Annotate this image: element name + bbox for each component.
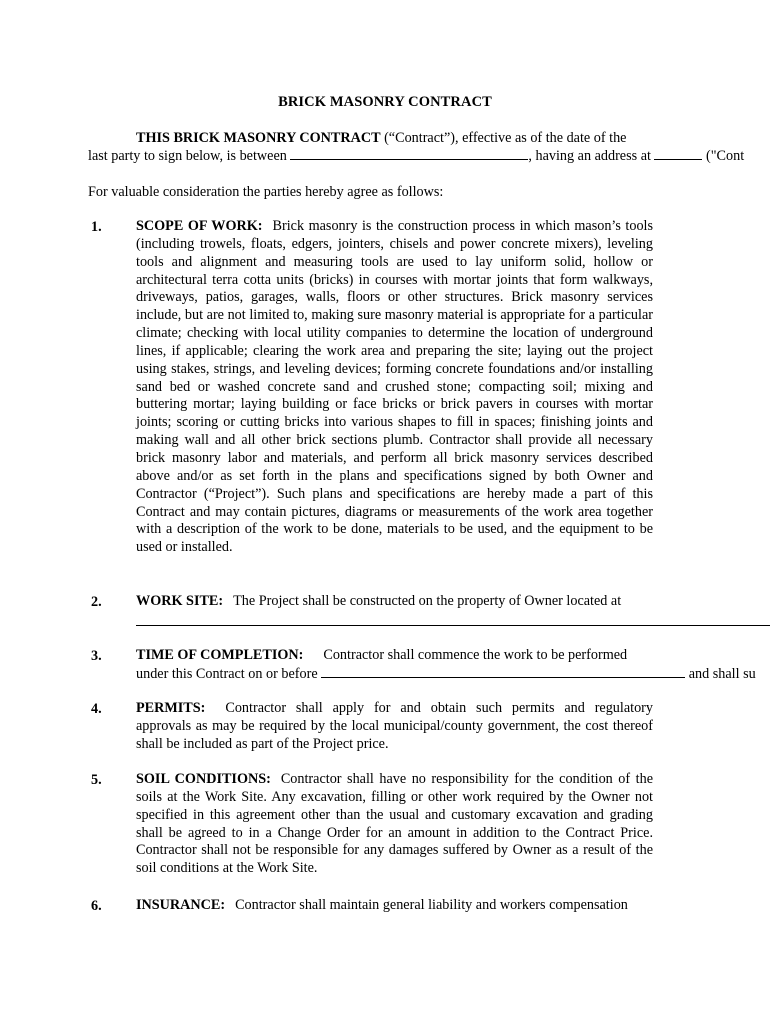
intro-bold-lead: THIS BRICK MASONRY CONTRACT [136,130,381,146]
section-2-text: The Project shall be constructed on the property of Owner located at [233,593,622,609]
section-6-heading: INSURANCE: [136,897,226,913]
section-3-text: Contractor shall commence the work to be performed [323,647,628,663]
consideration-line: For valuable consideration the parties hereby agree as follows: [88,184,444,200]
intro-line-1-rest: (“Contract”), effective as of the date of the [380,130,627,146]
section-4-paragraph [136,700,653,754]
section-3-line-2-start: under this Contract on or before [136,665,318,682]
section-5-heading: SOIL CONDITIONS: [136,771,271,787]
section-5-paragraph [136,771,653,878]
section-2-heading: WORK SITE: [136,593,224,609]
document-title: BRICK MASONRY CONTRACT [278,94,492,110]
section-2-paragraph [136,593,696,611]
section-5-text: Contractor shall have no responsibility for the condition of the soils at the Work Site. Any excavation, filling or other work required by the Owner not specified in this agreement other than the usual and customary excavation and grading shall be agreed to in a Change Order for an amount in addition to the Contract Price. Contractor shall not be responsible for any damages suffered by Owner as a result of the soil conditions at the Work Site. [136,771,653,877]
section-6-paragraph [136,897,653,915]
section-6-number: 6. [91,898,102,914]
section-2-number: 2. [91,594,102,610]
section-4-heading: PERMITS: [136,700,206,716]
section-1-heading: SCOPE OF WORK: [136,218,263,234]
section-3-heading: TIME OF COMPLETION: [136,647,304,663]
section-6-text: Contractor shall maintain general liability and workers compensation [235,897,628,913]
party-name-blank[interactable] [290,147,528,160]
section-5-number: 5. [91,772,102,788]
section-1-paragraph [136,218,653,557]
work-site-address-blank[interactable] [136,611,770,626]
intro-line-2-start: last party to sign below, is between [88,148,287,164]
section-1-number: 1. [91,219,102,235]
section-1-text: Brick masonry is the construction process in which mason’s tools (including trowels, floats, edgers, jointers, chisels and power concrete mixers), leveling tools and alignment and measuring tools are used to lay uniform solid, hollow or architectural terra cotta units (bricks) in courses with mortar joints that form walkways, driveways, patios, garages, walls, floors or other structures. Brick masonry services include, but are not limited to, making sure masonry material is appropriate for a particular climate; checking with local utility companies to determine the location of underground lines, if applicable; clearing the work area and preparing the site; laying out the project using stakes, strings, and leveling devices; forming concrete foundations and/or installing sand bed or washed concrete sand and crushed stone; compacting soil; mixing and buttering mortar; laying building or face bricks or brick pavers in courses with mortar joints; scoring or cutting bricks into various shapes to fill in spaces; finishing joints and making wall and all other brick sections plumb. Contractor shall provide all necessary brick masonry labor and materials, and perform all brick masonry services described above and/or as set forth in the plans and specifications signed by both Owner and Contractor (“Project”). Such plans and specifications are hereby made a part of this Contract and may contain pictures, diagrams or measurements of the work area together with a description of the work to be done, materials to be used, and the equipment to be used or installed. [136,218,653,556]
section-4-text: Contractor shall apply for and obtain such permits and regulatory approvals as may be required by the local municipal/county government, the cost thereof shall be included as part of the Project price. [136,700,653,752]
start-date-blank[interactable] [321,665,685,678]
section-3-line-2-end: and shall su [688,665,756,682]
section-3-number: 3. [91,648,102,664]
intro-line-1 [136,129,626,147]
intro-line-2-end: ("Cont [706,148,745,164]
address-blank[interactable] [654,147,702,160]
intro-line-2 [88,147,744,165]
section-4-number: 4. [91,701,102,717]
section-3-paragraph [136,647,756,684]
intro-line-2-mid: , having an address at [528,148,651,164]
